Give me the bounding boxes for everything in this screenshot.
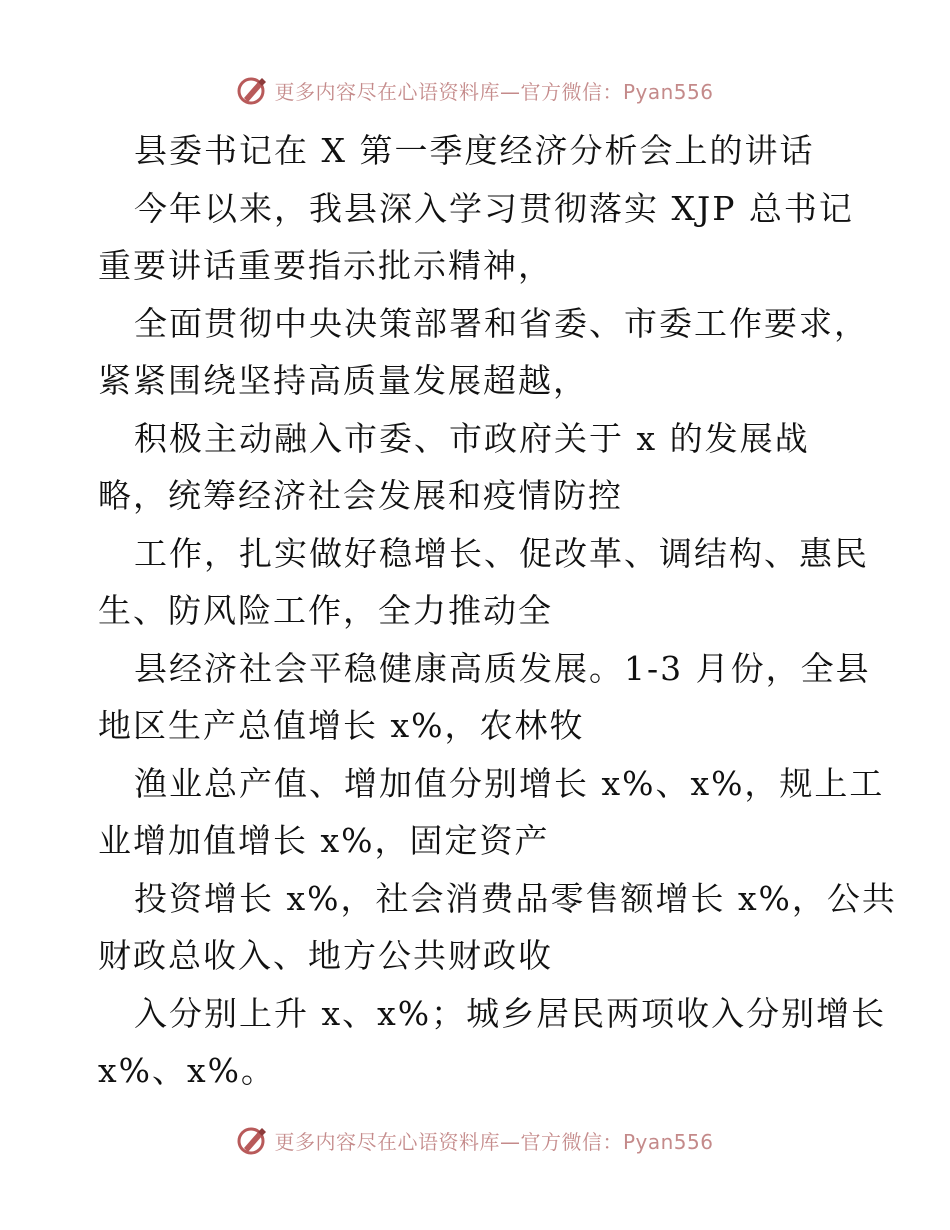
paragraph-line: 工作，扎实做好稳增长、促改革、调结构、惠民 — [134, 533, 869, 573]
paragraph-line: 县经济社会平稳健康高质发展。1-3 月份，全县 — [134, 648, 871, 688]
paragraph-line: 业增加值增长 x%，固定资产 — [98, 821, 550, 860]
paragraph-line: 渔业总产值、增加值分别增长 x%、x%，规上工 — [134, 763, 885, 803]
paragraph-line: 积极主动融入市委、市政府关于 x 的发展战 — [134, 418, 810, 458]
paragraph-line: x%、x%。 — [98, 1051, 276, 1090]
paragraph-line: 略，统筹经济社会发展和疫情防控 — [98, 476, 623, 515]
paragraph-line: 全面贯彻中央决策部署和省委、市委工作要求， — [134, 303, 869, 343]
paragraph-line: 紧紧围绕坚持高质量发展超越， — [98, 361, 588, 400]
header-watermark-text: 更多内容尽在心语资料库—官方微信：Pyan556 — [274, 79, 714, 104]
footer-watermark-banner — [0, 1120, 950, 1160]
paragraph-line: 重要讲话重要指示批示精神， — [98, 246, 553, 285]
paragraph-line: 财政总收入、地方公共财政收 — [98, 936, 553, 975]
paragraph-line: 地区生产总值增长 x%，农林牧 — [98, 706, 585, 745]
document-body — [98, 122, 897, 1100]
pen-logo-icon — [236, 74, 268, 106]
footer-watermark-text: 更多内容尽在心语资料库—官方微信：Pyan556 — [274, 1129, 714, 1154]
paragraph-line: 投资增长 x%，社会消费品零售额增长 x%，公共 — [134, 878, 897, 918]
paragraph-line: 今年以来，我县深入学习贯彻落实 XJP 总书记 — [134, 188, 854, 228]
paragraph-line: 入分别上升 x、x%；城乡居民两项收入分别增长 — [134, 993, 887, 1033]
pen-logo-icon — [236, 1124, 268, 1156]
paragraph-line: 生、防风险工作，全力推动全 — [98, 591, 553, 630]
document-title: 县委书记在 X 第一季度经济分析会上的讲话 — [134, 131, 815, 170]
header-watermark-banner — [0, 70, 950, 110]
